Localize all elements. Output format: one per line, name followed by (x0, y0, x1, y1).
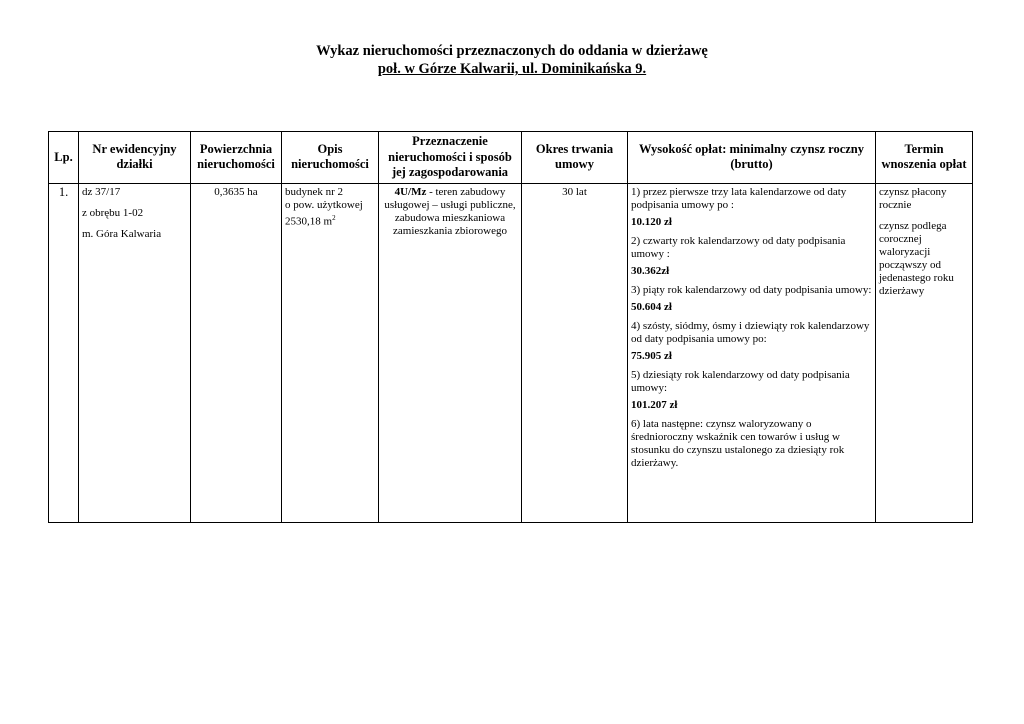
fee-amount-1: 10.120 zł (631, 215, 672, 228)
title-block (0, 42, 1024, 78)
header-wysokosc: Wysokość opłat: minimalny czynsz roczny (brutto) (628, 132, 876, 184)
opis-line-3: 2530,18 m (285, 215, 333, 228)
header-pow: Powierzchnia nieruchomości (191, 132, 282, 184)
header-row (49, 132, 973, 184)
header-nr: Nr ewidencyjny działki (79, 132, 191, 184)
termin-line-2: czynsz podlega corocznej waloryzacji począwszy od jedenastego roku dzierżawy (879, 219, 954, 297)
fee-text-5: 5) dziesiąty rok kalendarzowy od daty podpisania umowy: (631, 368, 850, 394)
zoning-text: - teren zabudowy usługowej – usługi publiczne, zabudowa mieszkaniowa zamieszkania zbiorowego (384, 185, 516, 237)
fee-amount-4: 75.905 zł (631, 349, 672, 362)
cell-przeznaczenie (379, 183, 522, 522)
fee-text-2: 2) czwarty rok kalendarzowy od daty podpisania umowy : (631, 234, 846, 260)
parcel-precinct: z obrębu 1-02 (82, 206, 144, 219)
document-title: Wykaz nieruchomości przeznaczonych do oddania w dzierżawę (316, 43, 708, 59)
fee-text-4: 4) szósty, siódmy, ósmy i dziewiąty rok kalendarzowy od daty podpisania umowy po: (631, 319, 870, 345)
fee-text-3: 3) piąty rok kalendarzowy od daty podpisania umowy: (631, 283, 872, 296)
opis-line-1: budynek nr 2 (285, 185, 344, 198)
parcel-town: m. Góra Kalwaria (82, 227, 162, 240)
header-okres: Okres trwania umowy (522, 132, 628, 184)
cell-wysokosc (628, 183, 876, 522)
fee-text-1: 1) przez pierwsze trzy lata kalendarzowe od daty podpisania umowy po : (631, 185, 847, 211)
fee-amount-2: 30.362zł (631, 264, 670, 277)
property-table (48, 131, 973, 523)
cell-okres: 30 lat (522, 183, 628, 522)
cell-pow: 0,3635 ha (191, 183, 282, 522)
cell-lp: 1. (49, 183, 79, 522)
fee-amount-3: 50.604 zł (631, 300, 672, 313)
header-przeznaczenie: Przeznaczenie nieruchomości i sposób jej zagospodarowania (379, 132, 522, 184)
header-lp: Lp. (49, 132, 79, 184)
opis-sup: 2 (332, 213, 336, 222)
header-termin: Termin wnoszenia opłat (876, 132, 973, 184)
cell-opis (282, 183, 379, 522)
zoning-code: 4U/Mz (394, 185, 427, 198)
opis-line-2: o pow. użytkowej (285, 198, 363, 211)
header-opis: Opis nieruchomości (282, 132, 379, 184)
fee-amount-5: 101.207 zł (631, 398, 678, 411)
table-row (49, 183, 973, 522)
parcel-number: dz 37/17 (82, 185, 121, 198)
document-subtitle: poł. w Górze Kalwarii, ul. Dominikańska 9. (377, 61, 647, 77)
termin-line-1: czynsz płacony rocznie (879, 185, 947, 211)
cell-nr (79, 183, 191, 522)
cell-termin (876, 183, 973, 522)
fee-text-6: 6) lata następne: czynsz waloryzowany o średnioroczny wskaźnik cen towarów i usług w stosunku do czynszu ustalonego za dziesiąty rok dzierżawy. (631, 417, 845, 469)
